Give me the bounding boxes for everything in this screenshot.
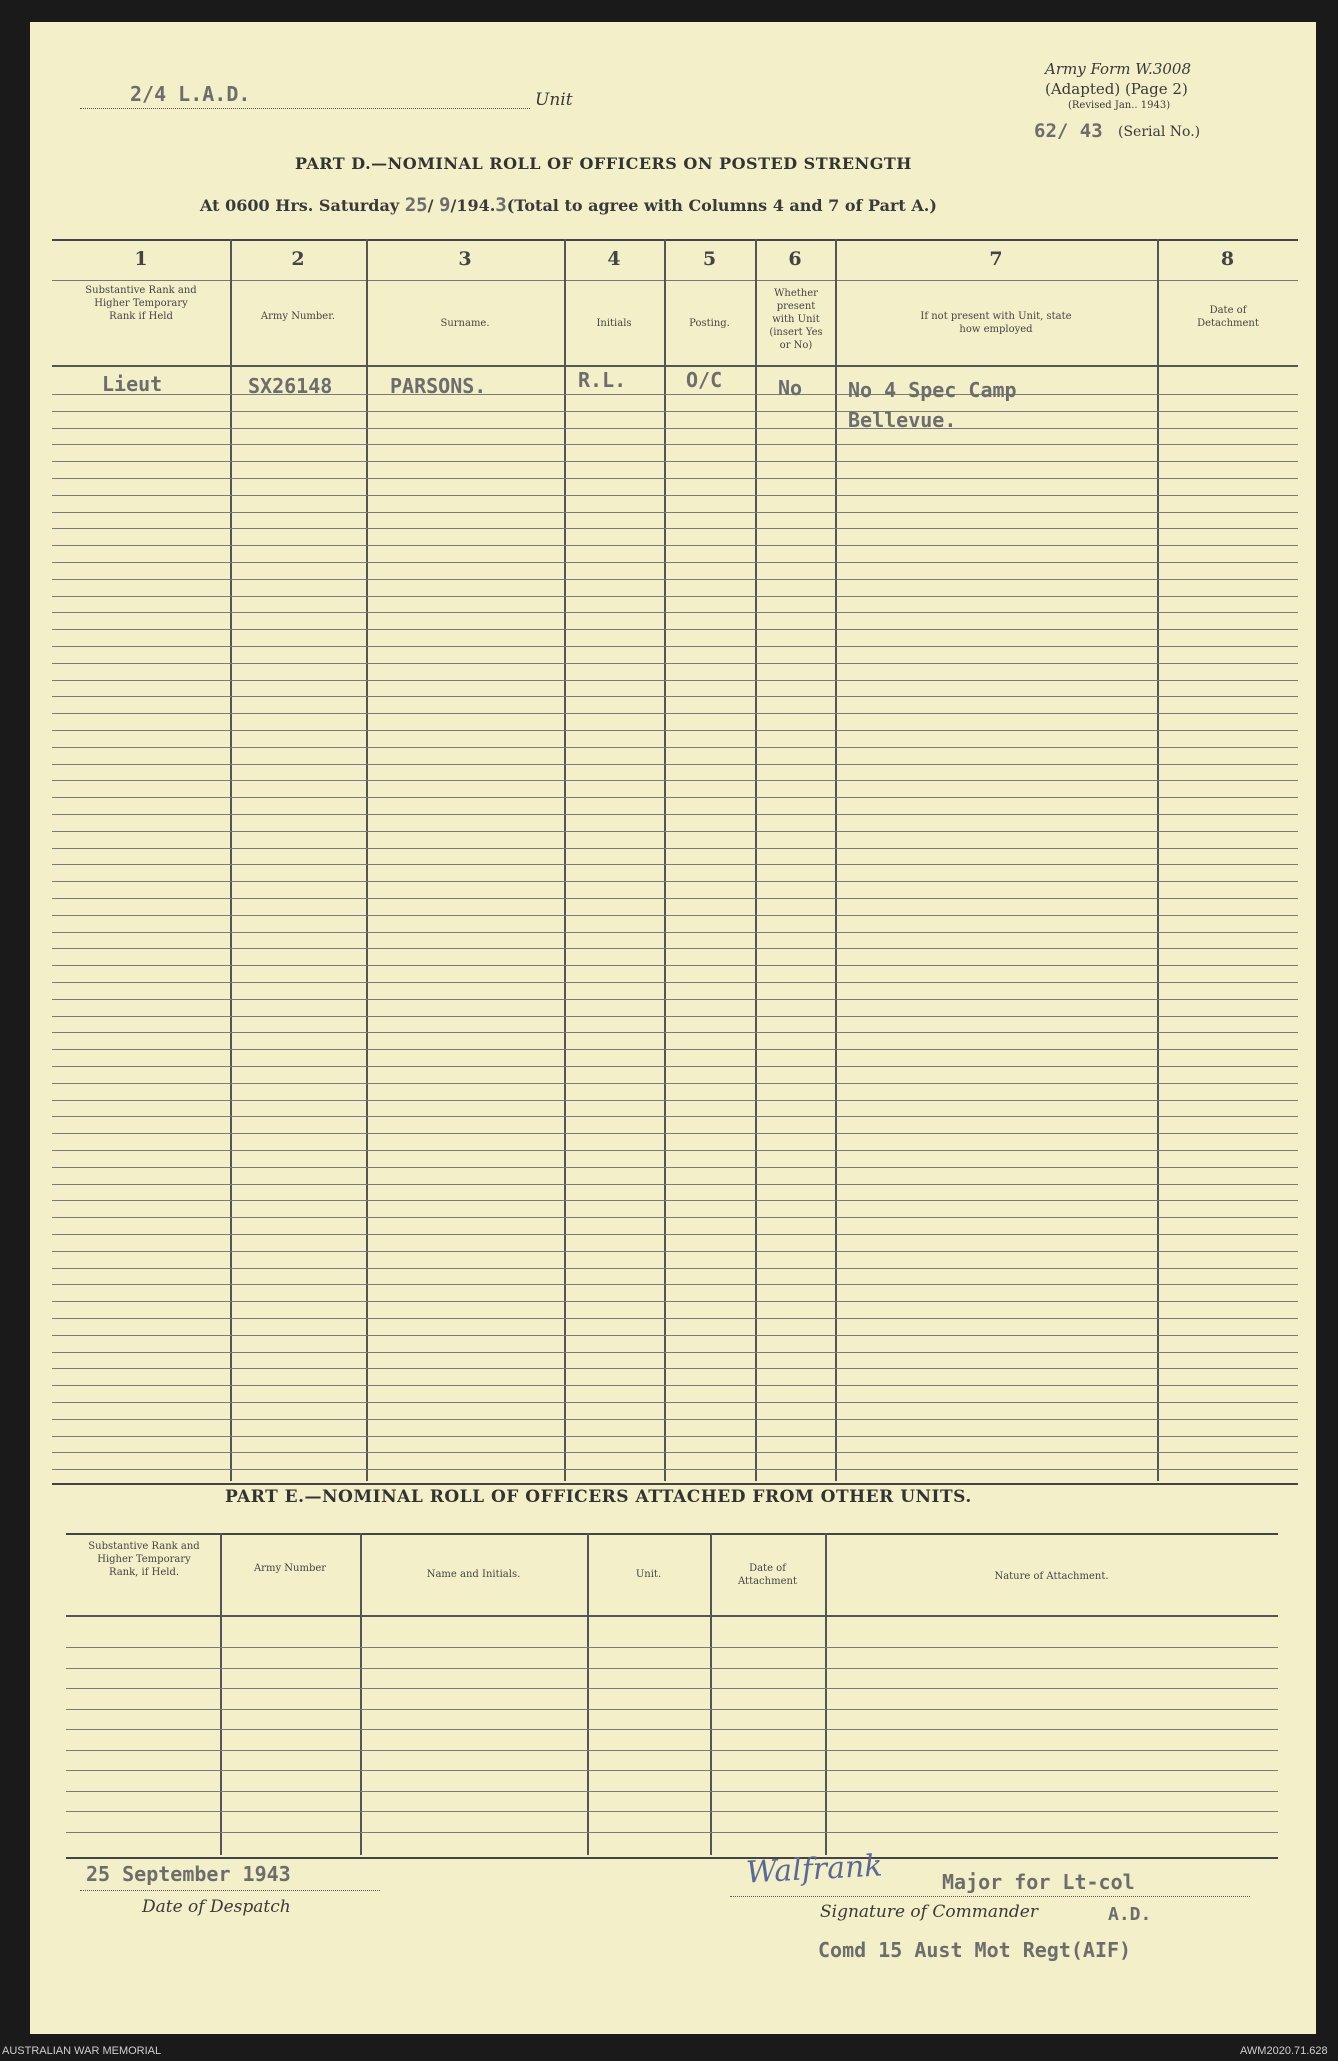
row-rule (52, 1234, 1298, 1235)
unit-value: 2/4 L.A.D. (130, 82, 251, 106)
part-d-date-line: At 0600 Hrs. Saturday 25/ 9/194.3(Total to agree with Columns 4 and 7 of Part A.) (200, 194, 937, 216)
row-rule (52, 1301, 1298, 1302)
col-divider (360, 1533, 362, 1855)
col-divider (564, 239, 566, 1481)
row-rule (52, 428, 1298, 429)
part-e-col-header: Date of Attachment (738, 1563, 797, 1587)
col-number: 3 (458, 248, 472, 270)
row-rule (52, 848, 1298, 849)
row-rule (66, 1832, 1278, 1833)
row-rule (52, 444, 1298, 445)
row-rule (52, 1419, 1298, 1420)
row-rule (52, 1402, 1298, 1403)
row-rule (52, 478, 1298, 479)
col-divider (587, 1533, 589, 1855)
row-rule (52, 999, 1298, 1000)
part-e-col-header: Army Number (253, 1563, 327, 1574)
row-rule (52, 713, 1298, 714)
row-rule (52, 797, 1298, 798)
col-header: Substantive Rank and Higher Temporary Rank if Held (85, 285, 197, 322)
col-number: 5 (702, 248, 717, 270)
row-rule (52, 780, 1298, 781)
row-rule (52, 1100, 1298, 1101)
row-rule (52, 596, 1298, 597)
row-rule (52, 612, 1298, 613)
row-rule (52, 1385, 1298, 1386)
row-rule (52, 764, 1298, 765)
col-header: Initials (596, 318, 632, 329)
col-divider (1157, 239, 1159, 1481)
row-rule (66, 1688, 1278, 1689)
col-header: Army Number. (260, 311, 336, 322)
row-rule (52, 1066, 1298, 1067)
date-year-prefix: /194. (450, 196, 496, 215)
row-rule (52, 579, 1298, 580)
entry-initials: R.L. (578, 368, 627, 392)
unit-label: Unit (535, 90, 573, 110)
row-rule (52, 730, 1298, 731)
row-rule (52, 545, 1298, 546)
col-header: Whether present with Unit (insert Yes or No) (769, 288, 823, 351)
col-number: 1 (134, 248, 148, 270)
row-rule (52, 1116, 1298, 1117)
entry-rank: Lieut (102, 372, 163, 396)
part-e-col-header: Substantive Rank and Higher Temporary Rank, if Held. (88, 1541, 200, 1578)
row-rule (52, 915, 1298, 916)
part-d-table (52, 239, 1298, 1485)
part-e-title: PART E.—NOMINAL ROLL OF OFFICERS ATTACHED FROM OTHER UNITS. (225, 1487, 972, 1507)
row-rule (52, 898, 1298, 899)
row-rule (52, 1251, 1298, 1252)
part-d-num-rule (52, 280, 1298, 281)
row-rule (66, 1811, 1278, 1812)
col-header: Date of Detachment (1197, 305, 1259, 329)
row-rule (52, 1436, 1298, 1437)
col-divider (710, 1533, 712, 1855)
row-rule (66, 1729, 1278, 1730)
row-rule (52, 680, 1298, 681)
col-divider (755, 239, 757, 1481)
date-prefix: At 0600 Hrs. Saturday (200, 196, 400, 215)
row-rule (52, 1452, 1298, 1453)
row-rule (66, 1750, 1278, 1751)
row-rule (66, 1770, 1278, 1771)
col-divider (835, 239, 837, 1481)
entry-present: No (778, 376, 803, 400)
row-rule (52, 1268, 1298, 1269)
row-rule (52, 512, 1298, 513)
part-e-col-header: Unit. (635, 1569, 662, 1580)
commander-signature: Walfrank (745, 1848, 884, 1891)
date-day: 25 (404, 194, 428, 216)
part-e-col-header: Name and Initials. (426, 1569, 521, 1580)
row-rule (52, 1217, 1298, 1218)
row-rule (52, 1133, 1298, 1134)
col-header: Posting. (689, 318, 730, 329)
row-rule (52, 982, 1298, 983)
col-header: Surname. (440, 318, 490, 329)
row-rule (52, 1335, 1298, 1336)
row-rule (52, 1469, 1298, 1470)
signature-label: Signature of Commander (820, 1902, 1038, 1922)
entry-employed-2: Bellevue. (848, 408, 957, 432)
row-rule (52, 646, 1298, 647)
col-divider (220, 1533, 222, 1855)
date-month: 9 (439, 194, 451, 216)
row-rule (52, 461, 1298, 462)
row-rule (52, 629, 1298, 630)
entry-employed-1: No 4 Spec Camp (848, 378, 1017, 402)
col-number: 8 (1220, 248, 1235, 270)
row-rule (52, 864, 1298, 865)
col-number: 4 (607, 248, 621, 270)
part-d-header-rule (52, 365, 1298, 367)
row-rule (52, 663, 1298, 664)
serial-value: 62/ 43 (1034, 120, 1103, 142)
part-e-header-rule (66, 1615, 1278, 1617)
row-rule (52, 948, 1298, 949)
despatch-underline (80, 1890, 380, 1891)
col-divider (664, 239, 666, 1481)
row-rule (52, 394, 1298, 395)
row-rule (52, 1368, 1298, 1369)
row-rule (52, 747, 1298, 748)
footer-right: AWM2020.71.628 (1240, 2045, 1328, 2057)
row-rule (52, 1016, 1298, 1017)
despatch-label: Date of Despatch (142, 1897, 291, 1917)
date-suffix: (Total to agree with Columns 4 and 7 of Part A.) (506, 196, 937, 215)
col-number: 7 (989, 248, 1003, 270)
form-id-line3: (Revised Jan.. 1943) (1068, 100, 1171, 111)
signature-rank: Major for Lt-col (942, 1870, 1135, 1894)
row-rule (66, 1709, 1278, 1710)
row-rule (52, 1049, 1298, 1050)
entry-posting: O/C (686, 368, 723, 392)
row-rule (52, 1167, 1298, 1168)
row-rule (52, 1200, 1298, 1201)
part-e-col-header: Nature of Attachment. (994, 1571, 1109, 1582)
row-rule (52, 528, 1298, 529)
signature-underline (730, 1896, 1250, 1897)
col-header: If not present with Unit, state how employed (920, 311, 1072, 335)
unit-underline (80, 108, 530, 109)
row-rule (52, 562, 1298, 563)
row-rule (52, 965, 1298, 966)
row-rule (52, 1184, 1298, 1185)
row-rule (52, 1083, 1298, 1084)
row-rule (52, 1352, 1298, 1353)
footer-left: AUSTRALIAN WAR MEMORIAL (2, 2045, 162, 2057)
row-rule (52, 881, 1298, 882)
signature-unit-line2: Comd 15 Aust Mot Regt(AIF) (818, 1938, 1132, 1962)
row-rule (52, 814, 1298, 815)
part-d-title: PART D.—NOMINAL ROLL OF OFFICERS ON POSTED STRENGTH (295, 154, 912, 173)
row-rule (52, 495, 1298, 496)
row-rule (66, 1668, 1278, 1669)
row-rule (52, 1318, 1298, 1319)
row-rule (52, 696, 1298, 697)
col-divider (230, 239, 232, 1481)
col-divider (366, 239, 368, 1481)
form-page (30, 22, 1316, 2034)
entry-army-number: SX26148 (248, 374, 333, 398)
form-id-line2: (Adapted) (Page 2) (1045, 80, 1188, 98)
col-number: 6 (788, 248, 802, 270)
despatch-date-value: 25 September 1943 (86, 1862, 291, 1886)
entry-surname: PARSONS. (390, 374, 487, 398)
row-rule (66, 1791, 1278, 1792)
serial-label: (Serial No.) (1118, 124, 1201, 140)
row-rule (52, 1284, 1298, 1285)
row-rule (52, 831, 1298, 832)
col-number: 2 (291, 248, 305, 270)
signature-unit-abbr: A.D. (1108, 1904, 1152, 1925)
row-rule (52, 1032, 1298, 1033)
row-rule (66, 1647, 1278, 1648)
row-rule (52, 1150, 1298, 1151)
row-rule (52, 411, 1298, 412)
form-id-line1: Army Form W.3008 (1045, 60, 1191, 78)
date-year-digit: 3 (495, 194, 507, 216)
row-rule (52, 932, 1298, 933)
